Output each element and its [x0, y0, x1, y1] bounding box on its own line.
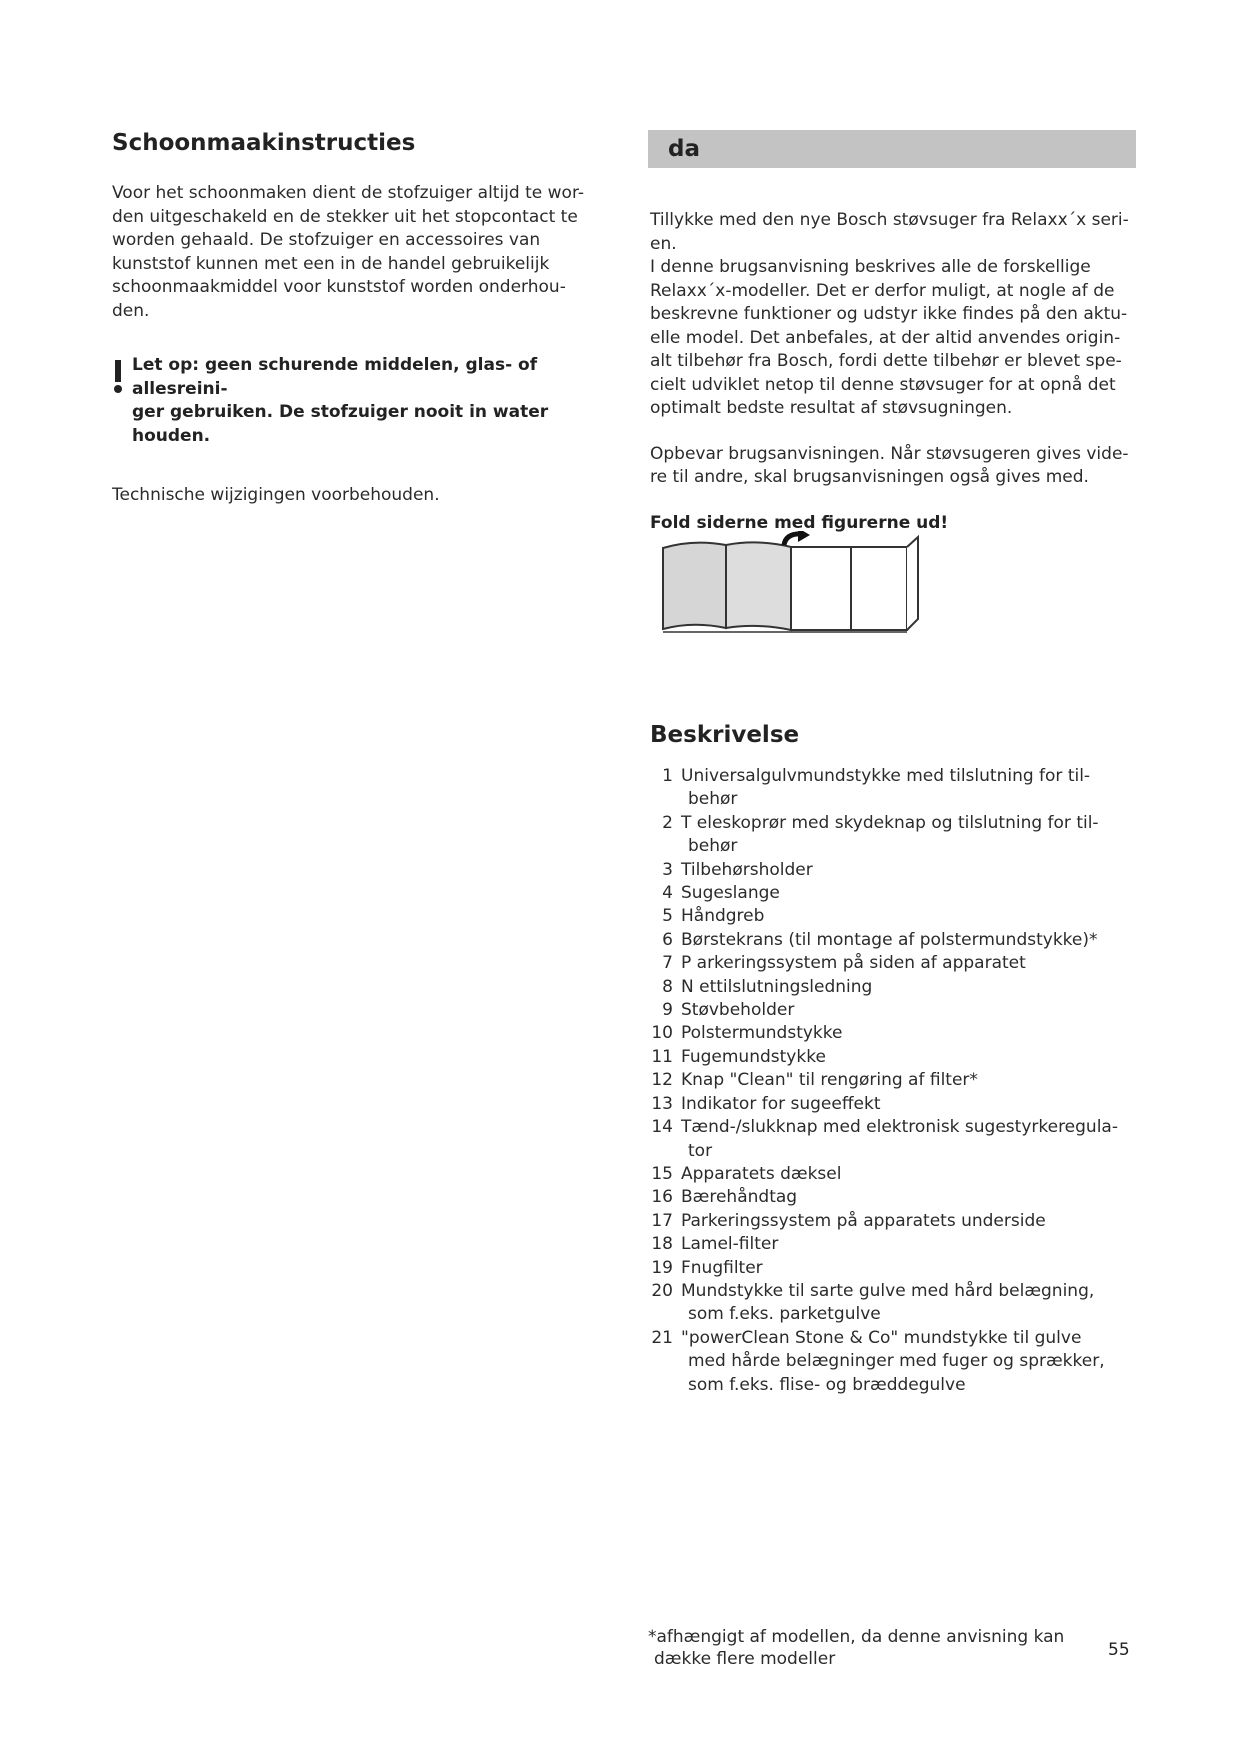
paragraph-line: Voor het schoonmaken dient de stofzuiger altijd te wor- — [112, 183, 584, 203]
item-line: T eleskoprør med skydeknap og tilslutning for til- — [681, 812, 1099, 833]
list-item — [648, 1210, 1136, 1233]
list-item — [648, 1093, 1136, 1116]
item-text — [681, 976, 1121, 999]
item-line: tor — [688, 1140, 713, 1161]
intro-line: Tillykke med den nye Bosch støvsuger fra Relaxx´x seri- — [650, 210, 1129, 230]
language-bar: da — [648, 130, 1136, 168]
item-number: 12 — [651, 1070, 673, 1091]
intro-line: re til andre, skal brugsanvisningen også gives med. — [650, 467, 1089, 487]
item-number: 16 — [651, 1187, 673, 1208]
item-line: med hårde belægninger med fuger og sprækker, — [688, 1351, 1105, 1372]
item-text — [681, 1046, 1121, 1069]
item-text — [681, 1163, 1121, 1186]
item-text — [681, 1093, 1121, 1116]
item-line: Børstekrans (til montage af polstermundstykke)* — [681, 929, 1098, 950]
item-line: Fugemundstykke — [681, 1046, 826, 1067]
item-number: 17 — [651, 1210, 673, 1231]
item-line: Sugeslange — [681, 883, 780, 904]
item-number: 13 — [651, 1093, 673, 1114]
item-line: Polstermundstykke — [681, 1023, 843, 1044]
intro-text — [650, 209, 1132, 535]
list-item — [648, 1069, 1136, 1092]
item-line: Apparatets dæksel — [681, 1163, 842, 1184]
list-item — [648, 976, 1136, 999]
intro-line: cielt udviklet netop til denne støvsuger for at opnå det — [650, 374, 1116, 395]
paragraph-line: worden gehaald. De stofzuiger en accessoires van — [112, 230, 541, 250]
intro-line: I denne brugsanvisning beskrives alle de forskellige — [650, 257, 1091, 277]
fold-out-pages-illustration — [658, 531, 928, 641]
footnote — [648, 1627, 1068, 1670]
item-text — [681, 1327, 1121, 1397]
item-text — [681, 882, 1121, 905]
list-item — [648, 1046, 1136, 1069]
item-line: P arkeringssystem på siden af apparatet — [681, 953, 1026, 974]
list-item — [648, 1116, 1136, 1163]
item-text — [681, 1233, 1121, 1256]
intro-line: en. — [650, 233, 677, 254]
item-text — [681, 1116, 1121, 1163]
intro-line: beskrevne funktioner og udstyr ikke findes på den aktu- — [650, 304, 1128, 324]
item-number: 10 — [651, 1023, 673, 1044]
item-number: 2 — [662, 812, 673, 833]
list-item — [648, 812, 1136, 859]
list-item — [648, 1280, 1136, 1327]
item-line: Mundstykke til sarte gulve med hård belægning, — [681, 1280, 1095, 1301]
list-item — [648, 765, 1136, 812]
item-text — [681, 952, 1121, 975]
page-number: 55 — [1108, 1640, 1130, 1660]
item-text — [681, 765, 1121, 812]
list-item — [648, 999, 1136, 1022]
item-text — [681, 999, 1121, 1022]
intro-line: optimalt bedste resultat af støvsugningen. — [650, 398, 1013, 418]
item-line: behør — [688, 836, 738, 857]
left-column — [112, 130, 602, 508]
item-text — [681, 1069, 1121, 1092]
list-item — [648, 929, 1136, 952]
item-number: 20 — [651, 1280, 673, 1301]
item-number: 14 — [651, 1117, 673, 1138]
item-number: 18 — [651, 1234, 673, 1255]
item-number: 9 — [662, 1000, 673, 1021]
item-text — [681, 812, 1121, 859]
description-list — [648, 765, 1136, 1397]
item-line: Tilbehørsholder — [681, 859, 813, 880]
item-line: Bærehåndtag — [681, 1187, 798, 1208]
fold-out-heading: Fold siderne med figurerne ud! — [650, 512, 949, 533]
list-item — [648, 952, 1136, 975]
item-number: 5 — [662, 906, 673, 927]
list-item — [648, 1163, 1136, 1186]
item-number: 19 — [651, 1257, 673, 1278]
item-line: Indikator for sugeeffekt — [681, 1093, 881, 1114]
item-line: som f.eks. parketgulve — [688, 1304, 881, 1325]
intro-line: alt tilbehør fra Bosch, fordi dette tilbehør er blevet spe- — [650, 351, 1122, 371]
paragraph-line: schoonmaakmiddel voor kunststof worden onderhou- — [112, 277, 566, 297]
paragraph-line: kunststof kunnen met een in de handel gebruikelijk — [112, 253, 550, 274]
intro-line: elle model. Det anbefales, at der altid anvendes origin- — [650, 327, 1121, 348]
warning-line: ger gebruiken. De stofzuiger nooit in water houden. — [132, 402, 549, 446]
item-line: Knap "Clean" til rengøring af filter* — [681, 1070, 978, 1091]
item-text — [681, 905, 1121, 928]
item-number: 8 — [662, 976, 673, 997]
item-line: som f.eks. flise- og bræddegulve — [688, 1374, 966, 1395]
item-number: 11 — [651, 1046, 673, 1067]
keep-manual-paragraph — [650, 443, 1132, 490]
item-text — [681, 1022, 1121, 1045]
section-title-cleaning: Schoonmaakinstructies — [112, 130, 416, 156]
item-line: Støvbeholder — [681, 1000, 795, 1021]
item-line: behør — [688, 789, 738, 810]
item-line: Universalgulvmundstykke med tilslutning for til- — [681, 766, 1091, 786]
technical-changes-note: Technische wijzigingen voorbehouden. — [112, 485, 440, 505]
list-item — [648, 1186, 1136, 1209]
list-item — [648, 1327, 1136, 1397]
item-number: 15 — [651, 1163, 673, 1184]
list-item — [648, 1022, 1136, 1045]
item-text — [681, 1280, 1121, 1327]
item-text — [681, 1257, 1121, 1280]
item-number: 1 — [662, 766, 673, 786]
footnote-line: dække flere modeller — [654, 1648, 836, 1669]
item-line: N ettilslutningsledning — [681, 976, 873, 997]
intro-paragraph — [650, 209, 1132, 421]
item-number: 21 — [651, 1327, 673, 1348]
item-text — [681, 1186, 1121, 1209]
intro-line: Opbevar brugsanvisningen. Når støvsugeren gives vide- — [650, 443, 1129, 464]
item-line: Lamel-filter — [681, 1234, 779, 1255]
item-line: Fnugfilter — [681, 1257, 763, 1278]
paragraph-line: den uitgeschakeld en de stekker uit het stopcontact te — [112, 206, 578, 227]
warning-note — [112, 354, 602, 448]
exclamation-icon — [112, 356, 124, 396]
list-item — [648, 859, 1136, 882]
section-title-description: Beskrivelse — [650, 722, 800, 748]
item-line: Tænd-/slukknap med elektronisk sugestyrkeregula- — [681, 1117, 1118, 1138]
list-item — [648, 1257, 1136, 1280]
warning-line: Let op: geen schurende middelen, glas- of allesreini- — [132, 355, 538, 399]
list-item — [648, 1233, 1136, 1256]
item-number: 6 — [662, 929, 673, 950]
cleaning-paragraph — [112, 182, 602, 323]
item-text — [681, 929, 1121, 952]
list-item — [648, 905, 1136, 928]
item-text — [681, 1210, 1121, 1233]
item-text — [681, 859, 1121, 882]
item-number: 4 — [662, 883, 673, 904]
intro-line: Relaxx´x-modeller. Det er derfor muligt, at nogle af de — [650, 280, 1115, 301]
list-item — [648, 882, 1136, 905]
footnote-line: *afhængigt af modellen, da denne anvisning kan — [648, 1627, 1065, 1647]
item-number: 7 — [662, 953, 673, 974]
item-line: Parkeringssystem på apparatets underside — [681, 1210, 1046, 1231]
item-number: 3 — [662, 859, 673, 880]
item-line: "powerClean Stone & Co" mundstykke til gulve — [681, 1327, 1082, 1348]
item-line: Håndgreb — [681, 906, 765, 927]
paragraph-line: den. — [112, 300, 150, 321]
